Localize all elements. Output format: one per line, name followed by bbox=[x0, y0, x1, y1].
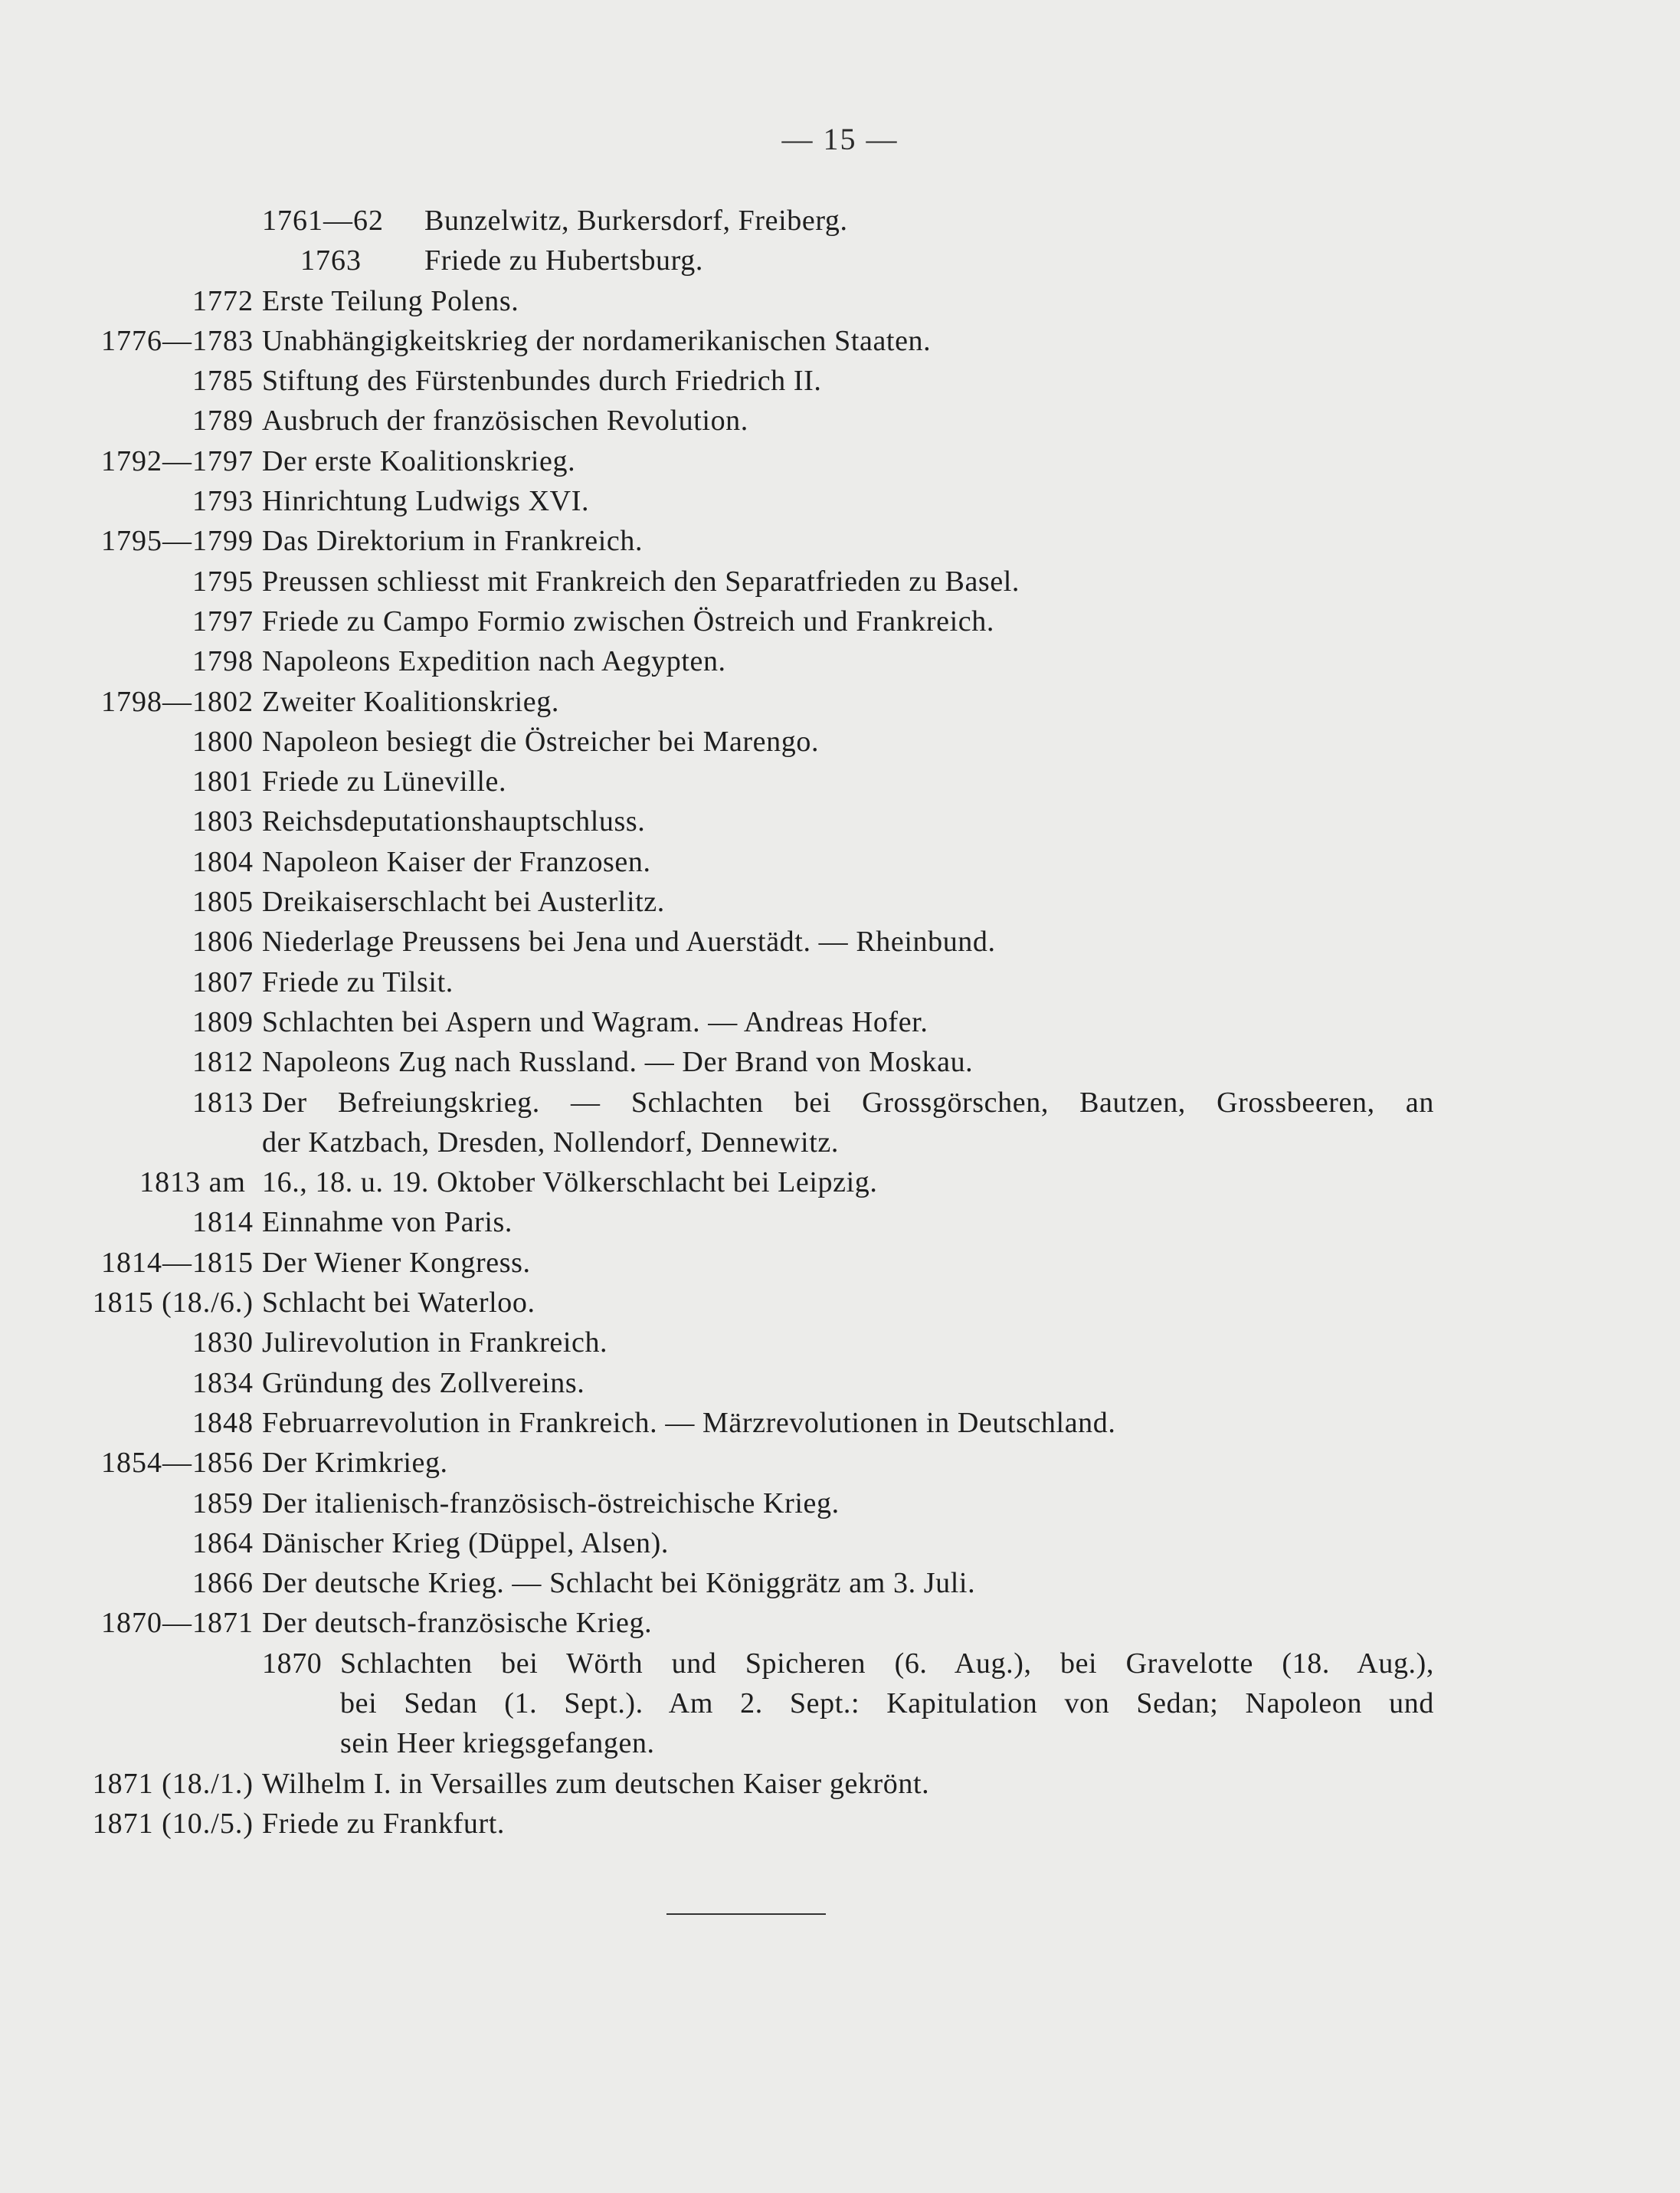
list-item-continuation bbox=[0, 1723, 1680, 1763]
entry-year: 1834 bbox=[192, 1366, 254, 1399]
chronology-list bbox=[0, 201, 1680, 1844]
entry-text: Schlachten bei Wörth und Spicheren (6. Aug.), bei Gravelotte (18. Aug.), bbox=[340, 1647, 1434, 1680]
entry-text: Der Krimkrieg. bbox=[262, 1447, 448, 1480]
list-item bbox=[0, 281, 1680, 321]
list-item bbox=[0, 1403, 1680, 1443]
entry-text: Niederlage Preussens bei Jena und Auerstädt. — Rheinbund. bbox=[262, 926, 996, 959]
list-item bbox=[0, 882, 1680, 922]
list-item bbox=[0, 241, 1680, 280]
list-item bbox=[0, 801, 1680, 841]
entry-text: Der Wiener Kongress. bbox=[262, 1246, 531, 1279]
entry-year: 1807 bbox=[192, 965, 254, 998]
list-item bbox=[0, 481, 1680, 521]
entry-text: Preussen schliesst mit Frankreich den Separatfrieden zu Basel. bbox=[262, 565, 1020, 598]
end-rule-divider bbox=[666, 1913, 826, 1915]
entry-year: 1871 (18./1.) bbox=[92, 1767, 254, 1800]
entry-text: Friede zu Hubertsburg. bbox=[424, 244, 703, 277]
entry-year: 1848 bbox=[192, 1406, 254, 1439]
list-item bbox=[0, 962, 1680, 1002]
entry-text-continued: bei Sedan (1. Sept.). Am 2. Sept.: Kapitulation von Sedan; Napoleon und bbox=[340, 1687, 1434, 1719]
entry-year: 1830 bbox=[192, 1326, 254, 1359]
entry-year: 1798 bbox=[192, 645, 254, 678]
list-item bbox=[0, 1603, 1680, 1643]
list-item bbox=[0, 722, 1680, 762]
list-item bbox=[0, 1283, 1680, 1323]
entry-text: Der Befreiungskrieg. — Schlachten bei Grossgörschen, Bautzen, Grossbeeren, an bbox=[262, 1086, 1434, 1119]
entry-text: Unabhängigkeitskrieg der nordamerikanischen Staaten. bbox=[262, 324, 932, 357]
list-item bbox=[0, 602, 1680, 641]
entry-year: 1864 bbox=[192, 1526, 254, 1559]
list-item bbox=[0, 201, 1680, 241]
entry-text: Bunzelwitz, Burkersdorf, Freiberg. bbox=[424, 205, 848, 237]
list-item bbox=[0, 1162, 1680, 1202]
entry-text: Napoleons Zug nach Russland. — Der Brand von Moskau. bbox=[262, 1046, 974, 1079]
list-item bbox=[0, 1644, 1680, 1683]
entry-text: Februarrevolution in Frankreich. — Märzrevolutionen in Deutschland. bbox=[262, 1406, 1116, 1439]
entry-year: 1814 bbox=[192, 1206, 254, 1239]
list-item bbox=[0, 762, 1680, 801]
entry-sub-year: 1870 bbox=[262, 1647, 323, 1680]
entry-year: 1793 bbox=[192, 485, 254, 518]
entry-year: 1801 bbox=[192, 765, 254, 798]
entry-text: Friede zu Frankfurt. bbox=[262, 1807, 505, 1840]
entry-year: 1870—1871 bbox=[101, 1607, 254, 1640]
entry-year: 1854—1856 bbox=[101, 1447, 254, 1480]
entry-text: Der erste Koalitionskrieg. bbox=[262, 444, 576, 477]
entry-year: 1814—1815 bbox=[101, 1246, 254, 1279]
entry-text: Dänischer Krieg (Düppel, Alsen). bbox=[262, 1526, 669, 1559]
entry-text: Napoleon besiegt die Östreicher bei Marengo. bbox=[262, 725, 820, 758]
list-item bbox=[0, 842, 1680, 882]
entry-text: Friede zu Lüneville. bbox=[262, 765, 507, 798]
list-item bbox=[0, 1563, 1680, 1603]
list-item bbox=[0, 1202, 1680, 1242]
entry-text: Wilhelm I. in Versailles zum deutschen Kaiser gekrönt. bbox=[262, 1767, 930, 1800]
list-item bbox=[0, 682, 1680, 722]
entry-text-continued: der Katzbach, Dresden, Nollendorf, Dennewitz. bbox=[262, 1126, 839, 1159]
list-item bbox=[0, 1042, 1680, 1082]
list-item bbox=[0, 321, 1680, 361]
list-item bbox=[0, 361, 1680, 401]
list-item bbox=[0, 1804, 1680, 1844]
entry-year: 1812 bbox=[192, 1046, 254, 1079]
entry-text: Einnahme von Paris. bbox=[262, 1206, 513, 1239]
list-item-continuation bbox=[0, 1123, 1680, 1162]
entry-text: Napoleon Kaiser der Franzosen. bbox=[262, 845, 651, 878]
list-item bbox=[0, 922, 1680, 962]
list-item bbox=[0, 1523, 1680, 1563]
entry-text: Der deutsche Krieg. — Schlacht bei Königgrätz am 3. Juli. bbox=[262, 1567, 976, 1600]
entry-year: 1800 bbox=[192, 725, 254, 758]
entry-text: Julirevolution in Frankreich. bbox=[262, 1326, 608, 1359]
list-item bbox=[0, 1764, 1680, 1804]
entry-year: 1813 bbox=[192, 1086, 254, 1119]
entry-text: Friede zu Tilsit. bbox=[262, 965, 454, 998]
entry-text: Reichsdeputationshauptschluss. bbox=[262, 805, 646, 838]
entry-text: Zweiter Koalitionskrieg. bbox=[262, 685, 559, 718]
entry-year: 1785 bbox=[192, 365, 254, 398]
list-item bbox=[0, 441, 1680, 481]
list-item bbox=[0, 562, 1680, 602]
entry-year: 1792—1797 bbox=[101, 444, 254, 477]
entry-year: 1815 (18./6.) bbox=[92, 1287, 254, 1319]
list-item bbox=[0, 1483, 1680, 1523]
entry-year: 1776—1783 bbox=[101, 324, 254, 357]
list-item bbox=[0, 1363, 1680, 1403]
entry-text: Der italienisch-französisch-östreichische Krieg. bbox=[262, 1487, 840, 1519]
entry-year: 1866 bbox=[192, 1567, 254, 1600]
entry-text: Gründung des Zollvereins. bbox=[262, 1366, 585, 1399]
entry-text: Erste Teilung Polens. bbox=[262, 284, 519, 317]
entry-year: 1803 bbox=[192, 805, 254, 838]
entry-year: 1806 bbox=[192, 926, 254, 959]
entry-year: 1798—1802 bbox=[101, 685, 254, 718]
list-item bbox=[0, 1083, 1680, 1123]
list-item bbox=[0, 1243, 1680, 1283]
entry-year: 1772 bbox=[192, 284, 254, 317]
entry-text: 16., 18. u. 19. Oktober Völkerschlacht bei Leipzig. bbox=[262, 1166, 878, 1199]
entry-text: Ausbruch der französischen Revolution. bbox=[262, 405, 748, 438]
list-item bbox=[0, 1323, 1680, 1362]
list-item bbox=[0, 521, 1680, 561]
entry-year: 1804 bbox=[192, 845, 254, 878]
page-number: — 15 — bbox=[781, 122, 899, 156]
list-item bbox=[0, 1443, 1680, 1483]
entry-text: Der deutsch-französische Krieg. bbox=[262, 1607, 653, 1640]
entry-year: 1813 am bbox=[139, 1166, 246, 1199]
entry-year: 1871 (10./5.) bbox=[92, 1807, 254, 1840]
entry-year: 1809 bbox=[192, 1005, 254, 1038]
entry-year: 1761—62 bbox=[262, 205, 384, 237]
entry-text: Schlachten bei Aspern und Wagram. — Andreas Hofer. bbox=[262, 1005, 928, 1038]
entry-text: Schlacht bei Waterloo. bbox=[262, 1287, 535, 1319]
entry-year: 1763 bbox=[300, 244, 362, 277]
entry-text: Hinrichtung Ludwigs XVI. bbox=[262, 485, 590, 518]
entry-year: 1795—1799 bbox=[101, 525, 254, 558]
entry-text: Stiftung des Fürstenbundes durch Friedrich II. bbox=[262, 365, 822, 398]
entry-year: 1789 bbox=[192, 405, 254, 438]
entry-text: Das Direktorium in Frankreich. bbox=[262, 525, 644, 558]
list-item bbox=[0, 401, 1680, 441]
entry-text: Napoleons Expedition nach Aegypten. bbox=[262, 645, 726, 678]
entry-year: 1859 bbox=[192, 1487, 254, 1519]
entry-text: Friede zu Campo Formio zwischen Östreich und Frankreich. bbox=[262, 605, 994, 638]
list-item bbox=[0, 1002, 1680, 1042]
entry-year: 1795 bbox=[192, 565, 254, 598]
entry-year: 1797 bbox=[192, 605, 254, 638]
entry-text: Dreikaiserschlacht bei Austerlitz. bbox=[262, 886, 665, 919]
entry-year: 1805 bbox=[192, 886, 254, 919]
entry-text-continued: sein Heer kriegsgefangen. bbox=[340, 1727, 655, 1760]
list-item bbox=[0, 641, 1680, 681]
list-item-continuation bbox=[0, 1683, 1680, 1723]
